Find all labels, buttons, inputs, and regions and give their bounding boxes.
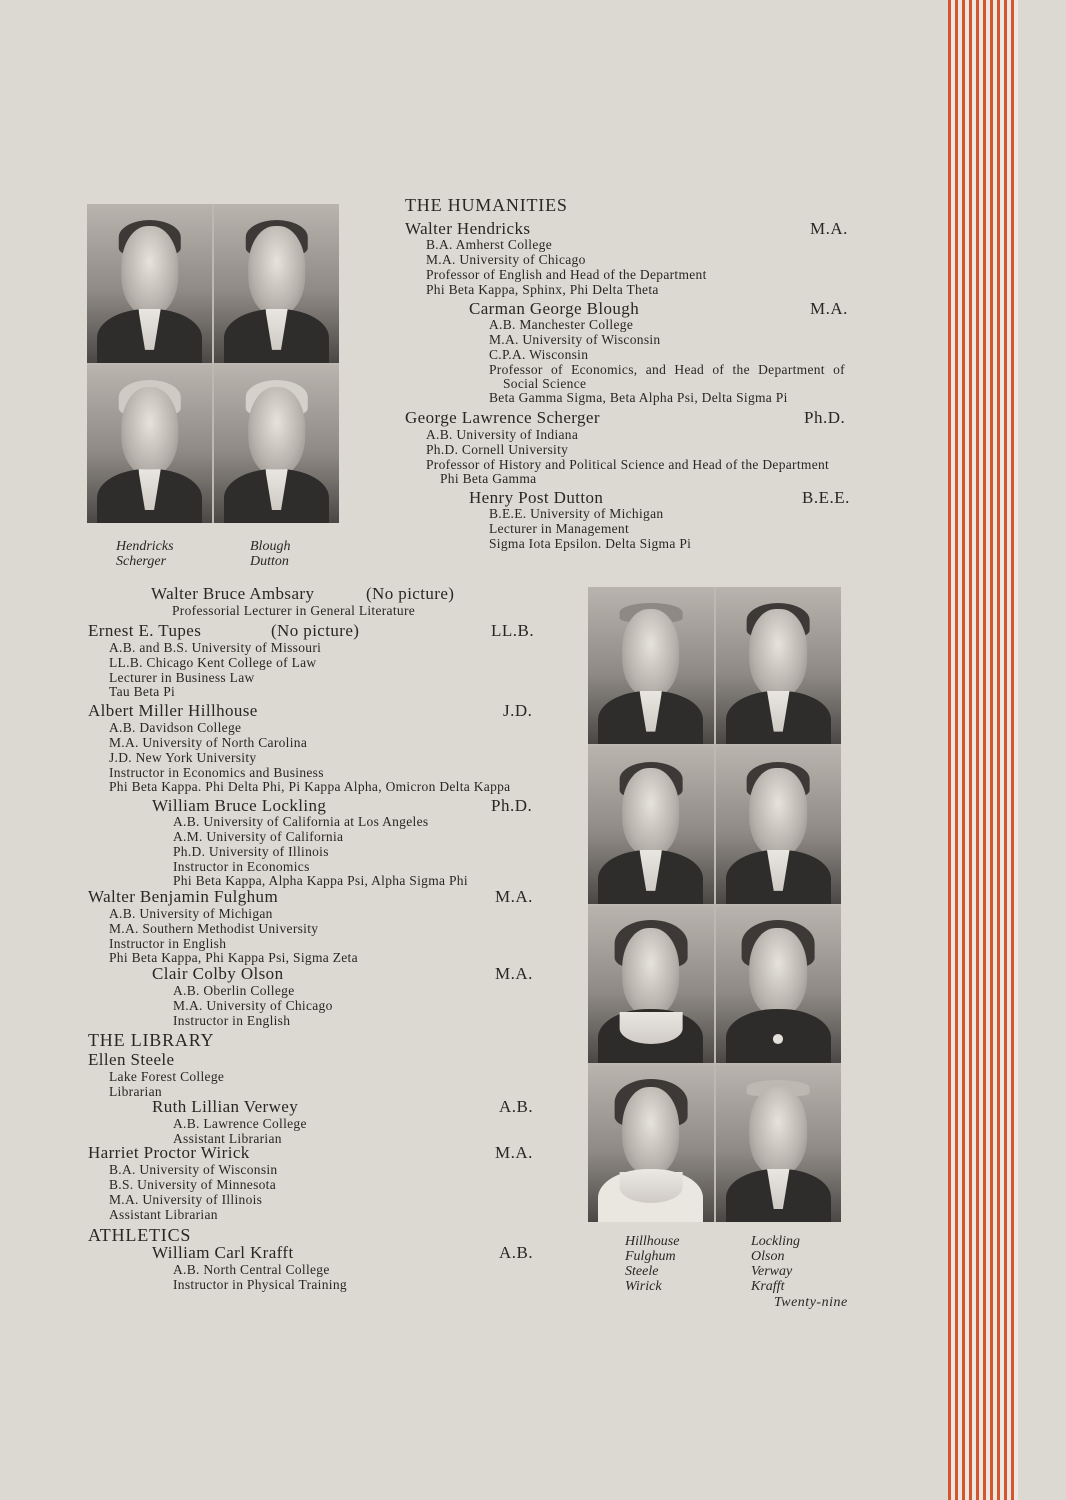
credential-line: C.P.A. Wisconsin <box>489 347 589 362</box>
caption-krafft: Krafft <box>751 1279 785 1294</box>
faculty-degree: B.E.E. <box>802 488 850 507</box>
credential-line: Phi Beta Kappa, Sphinx, Phi Delta Theta <box>426 282 659 297</box>
faculty-photo-grid-top <box>87 204 339 523</box>
faculty-name: Ruth Lillian Verwey <box>152 1097 299 1116</box>
caption-steele: Steele <box>625 1264 659 1279</box>
credential-line: Phi Beta Kappa, Phi Kappa Psi, Sigma Zeta <box>109 950 358 965</box>
credential-line: M.A. Southern Methodist University <box>109 921 319 936</box>
faculty-degree: Ph.D. <box>491 796 533 815</box>
faculty-name: William Bruce Lockling <box>152 796 327 815</box>
credential-line: Instructor in English <box>109 936 227 951</box>
faculty-degree: A.B. <box>499 1097 534 1116</box>
portrait-krafft <box>716 1065 842 1222</box>
portrait-lockling <box>716 587 842 744</box>
credential-line: Sigma Iota Epsilon. Delta Sigma Pi <box>489 536 692 551</box>
faculty-degree: M.A. <box>810 219 848 238</box>
credential-line: Librarian <box>109 1084 162 1099</box>
faculty-degree: Ph.D. <box>804 408 846 427</box>
faculty-name: William Carl Krafft <box>152 1243 294 1262</box>
credential-line: M.A. University of Wisconsin <box>489 332 661 347</box>
caption-lockling: Lockling <box>751 1234 800 1249</box>
section-heading-athletics: ATHLETICS <box>88 1225 192 1245</box>
credential-line: A.B. North Central College <box>173 1262 330 1277</box>
page-number: Twenty-nine <box>774 1295 848 1310</box>
credential-line: Ph.D. Cornell University <box>426 442 569 457</box>
credential-line: A.B. University of Michigan <box>109 906 273 921</box>
credential-line: A.B. University of California at Los Angeles <box>173 814 429 829</box>
credential-line: B.A. University of Wisconsin <box>109 1162 278 1177</box>
page-margin <box>1018 0 1066 1500</box>
caption-wirick: Wirick <box>625 1279 662 1294</box>
credential-line: A.M. University of California <box>173 829 344 844</box>
credential-line: Phi Beta Gamma <box>440 471 537 486</box>
credential-line: A.B. Oberlin College <box>173 983 295 998</box>
faculty-degree: M.A. <box>495 1143 533 1162</box>
caption-hillhouse: Hillhouse <box>625 1234 680 1249</box>
faculty-degree: M.A. <box>810 299 848 318</box>
credential-line: Tau Beta Pi <box>109 684 176 699</box>
credential-line: M.A. University of Chicago <box>426 252 586 267</box>
credential-line: Phi Beta Kappa. Phi Delta Phi, Pi Kappa Alpha, Omicron Delta Kappa <box>109 779 511 794</box>
credential-line: Professor of English and Head of the Department <box>426 267 707 282</box>
credential-line: M.A. University of Chicago <box>173 998 333 1013</box>
faculty-photo-grid-bottom <box>588 587 841 1222</box>
portrait-olson <box>716 746 842 903</box>
caption-hendricks: Hendricks <box>116 539 174 554</box>
faculty-name: Walter Hendricks <box>405 219 531 238</box>
portrait-dutton <box>214 365 339 524</box>
credential-line: A.B. and B.S. University of Missouri <box>109 640 322 655</box>
faculty-degree: J.D. <box>503 701 533 720</box>
credential-line: A.B. Lawrence College <box>173 1116 307 1131</box>
credential-line: Phi Beta Kappa, Alpha Kappa Psi, Alpha Sigma Phi <box>173 873 468 888</box>
credential-line: B.S. University of Minnesota <box>109 1177 277 1192</box>
faculty-degree: LL.B. <box>491 621 535 640</box>
credential-line: Assistant Librarian <box>173 1131 282 1146</box>
portrait-steele <box>588 906 714 1063</box>
faculty-name: George Lawrence Scherger <box>405 408 600 427</box>
faculty-name: Ernest E. Tupes <box>88 621 202 640</box>
portrait-hillhouse <box>588 587 714 744</box>
credential-line: Assistant Librarian <box>109 1207 218 1222</box>
portrait-fulghum <box>588 746 714 903</box>
credential-line: Professorial Lecturer in General Literature <box>172 603 416 618</box>
credential-line: Beta Gamma Sigma, Beta Alpha Psi, Delta Sigma Pi <box>489 390 788 405</box>
faculty-name: Walter Benjamin Fulghum <box>88 887 279 906</box>
faculty-name: Harriet Proctor Wirick <box>88 1143 250 1162</box>
caption-dutton: Dutton <box>250 554 289 569</box>
credential-line: M.A. University of Illinois <box>109 1192 263 1207</box>
section-heading-humanities: THE HUMANITIES <box>405 195 568 215</box>
credential-line: A.B. Manchester College <box>489 317 634 332</box>
portrait-scherger <box>87 365 212 524</box>
no-picture-note: (No picture) <box>366 584 455 603</box>
credential-line: Lake Forest College <box>109 1069 225 1084</box>
caption-verway: Verway <box>751 1264 793 1279</box>
caption-fulghum: Fulghum <box>625 1249 676 1264</box>
section-heading-library: THE LIBRARY <box>88 1030 215 1050</box>
caption-blough: Blough <box>250 539 291 554</box>
portrait-blough <box>214 204 339 363</box>
credential-line: LL.B. Chicago Kent College of Law <box>109 655 317 670</box>
faculty-degree: M.A. <box>495 964 533 983</box>
credential-line: M.A. University of North Carolina <box>109 735 308 750</box>
portrait-wirick <box>588 1065 714 1222</box>
credential-line: Instructor in Physical Training <box>173 1277 347 1292</box>
credential-line: Lecturer in Business Law <box>109 670 255 685</box>
caption-scherger: Scherger <box>116 554 167 569</box>
faculty-name: Ellen Steele <box>88 1050 175 1069</box>
credential-line: Instructor in Economics <box>173 859 310 874</box>
faculty-name: Walter Bruce Ambsary <box>151 584 315 603</box>
credential-line: Professor of Economics, and Head of the Department of <box>489 362 845 377</box>
decorative-stripe-border <box>948 0 1018 1500</box>
faculty-name: Clair Colby Olson <box>152 964 284 983</box>
faculty-name: Carman George Blough <box>469 299 640 318</box>
faculty-degree: A.B. <box>499 1243 534 1262</box>
portrait-verwey <box>716 906 842 1063</box>
credential-line: A.B. University of Indiana <box>426 427 579 442</box>
credential-line: Instructor in Economics and Business <box>109 765 324 780</box>
credential-line: Professor of History and Political Science and Head of the Department <box>426 457 830 472</box>
credential-line: J.D. New York University <box>109 750 257 765</box>
credential-line: Lecturer in Management <box>489 521 630 536</box>
credential-line: Instructor in English <box>173 1013 291 1028</box>
portrait-hendricks <box>87 204 212 363</box>
no-picture-note: (No picture) <box>271 621 360 640</box>
faculty-name: Albert Miller Hillhouse <box>88 701 258 720</box>
credential-line: B.E.E. University of Michigan <box>489 506 664 521</box>
credential-line: Social Science <box>503 376 587 391</box>
credential-line: B.A. Amherst College <box>426 237 552 252</box>
faculty-name: Henry Post Dutton <box>469 488 604 507</box>
caption-olson: Olson <box>751 1249 785 1264</box>
credential-line: A.B. Davidson College <box>109 720 242 735</box>
credential-line: Ph.D. University of Illinois <box>173 844 329 859</box>
faculty-degree: M.A. <box>495 887 533 906</box>
